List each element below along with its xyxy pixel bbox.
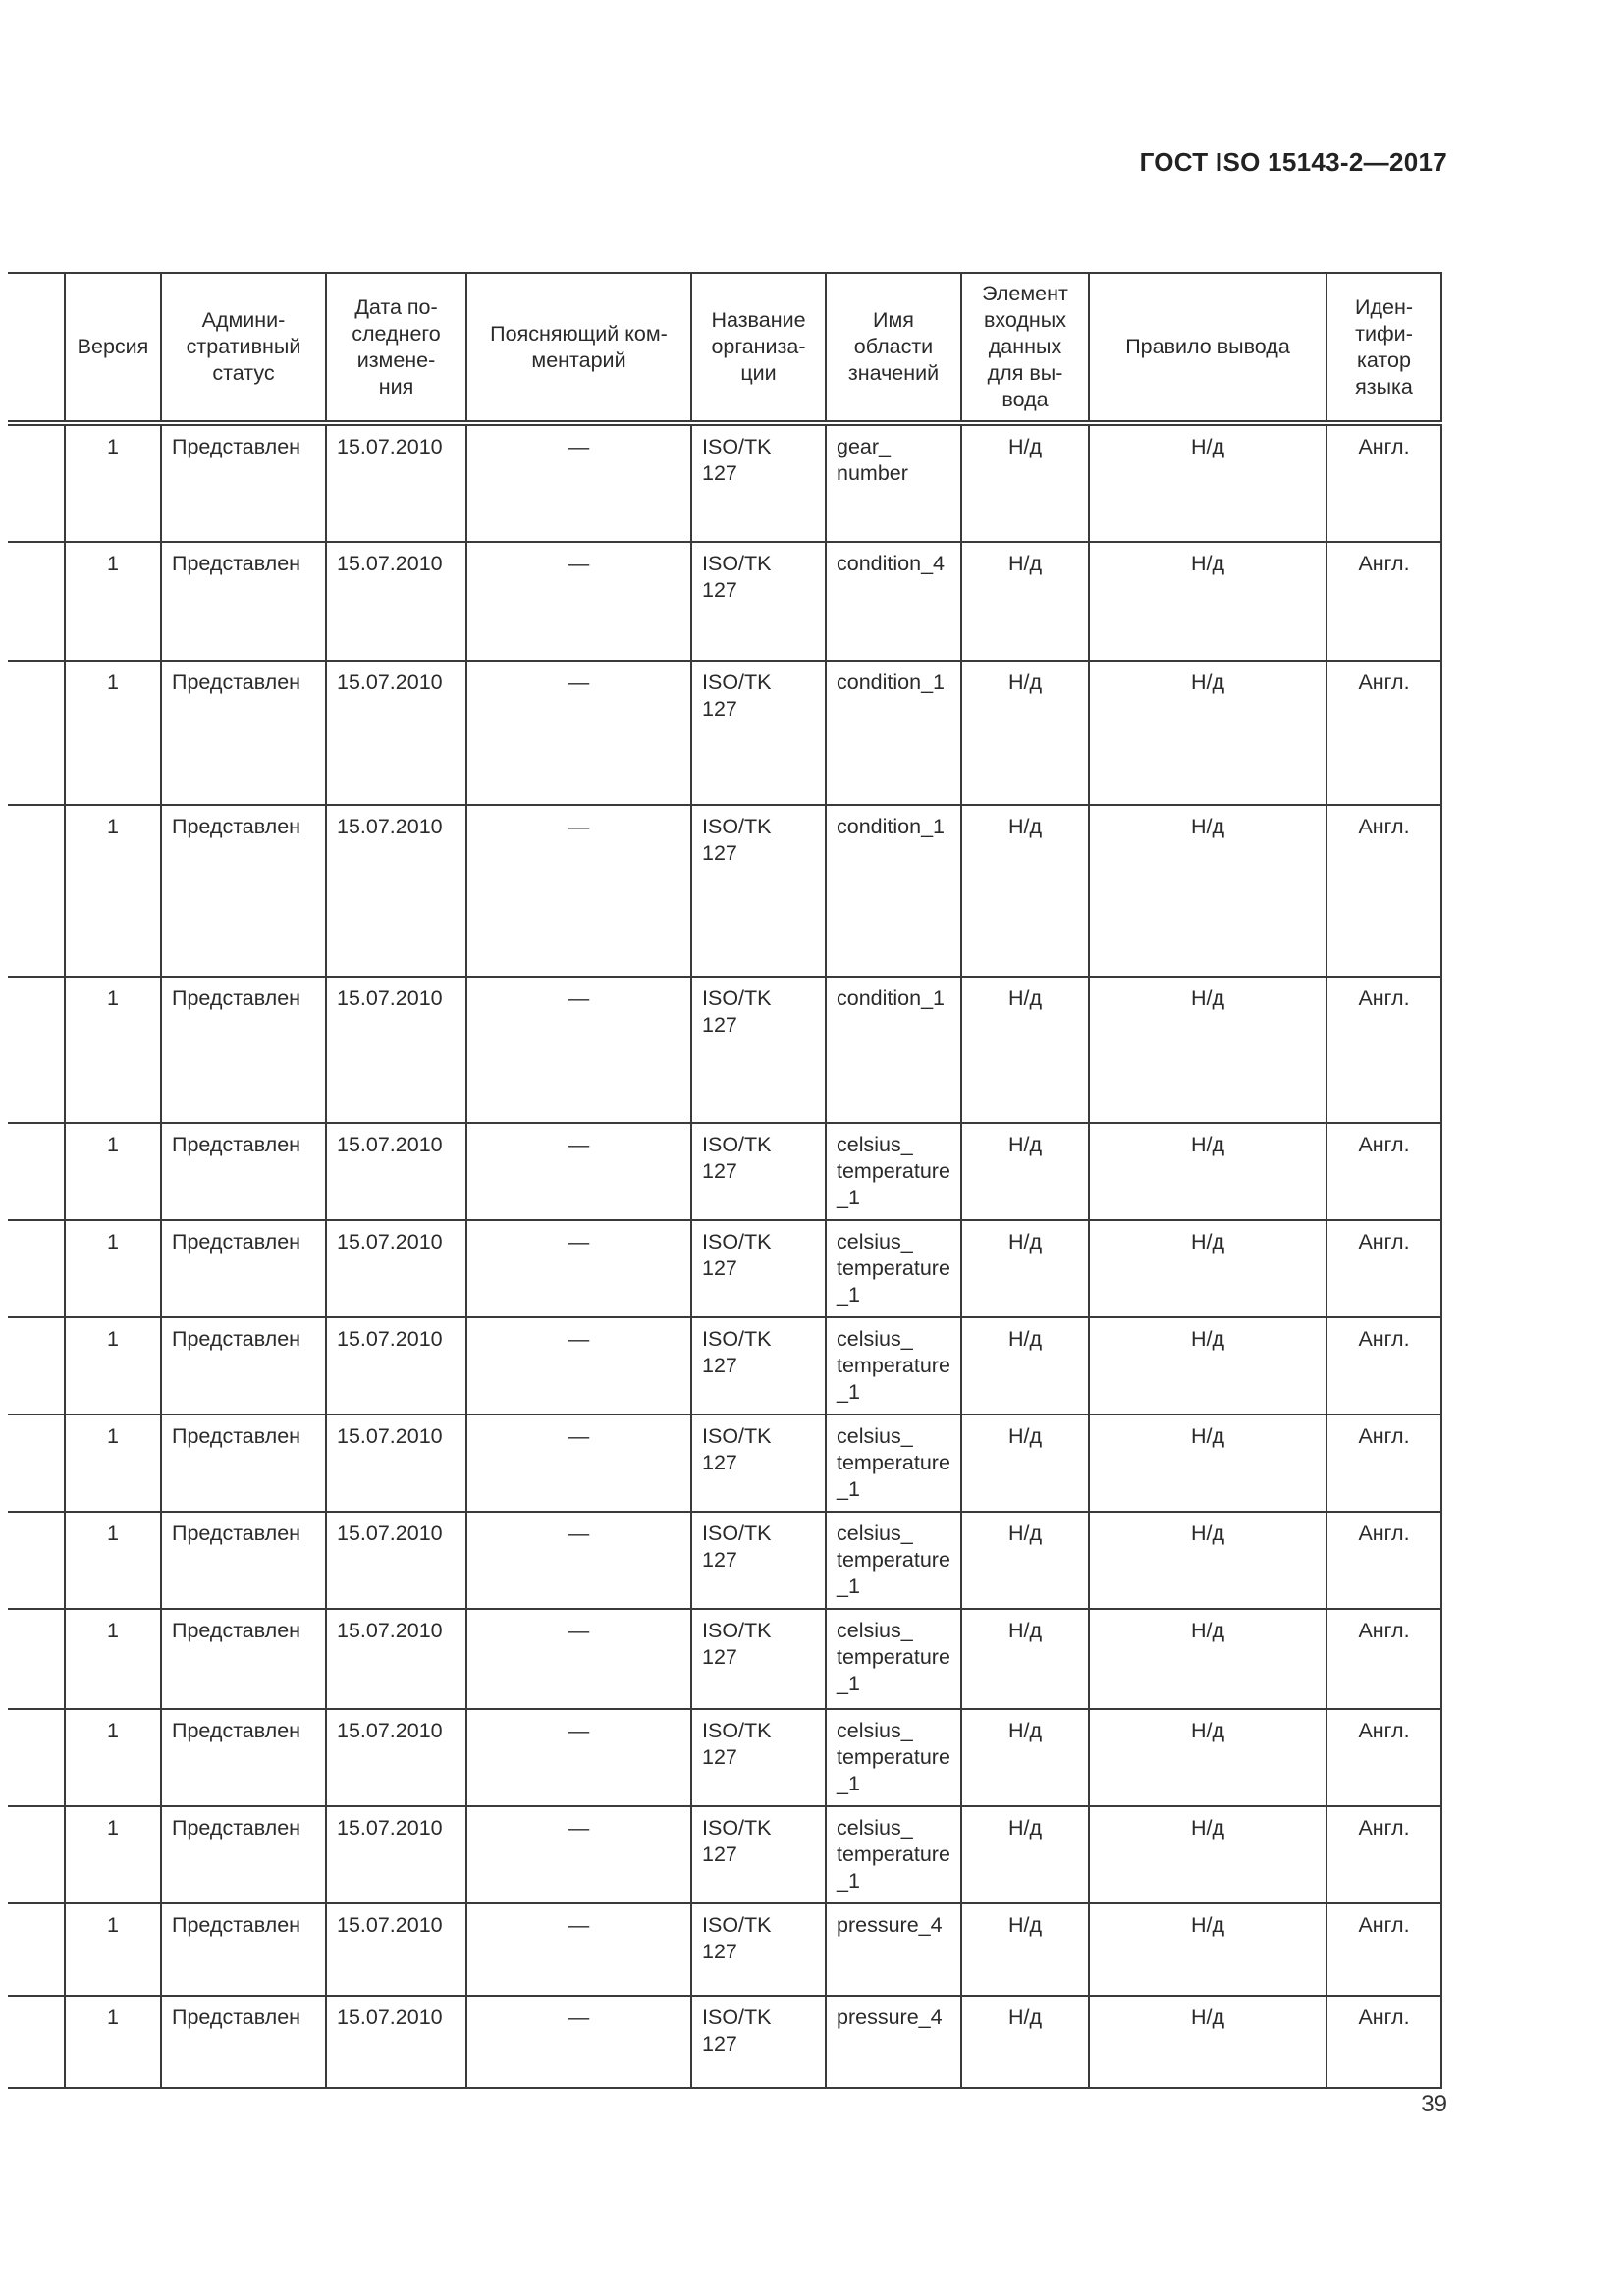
cell-input-element: Н/д xyxy=(961,1709,1089,1806)
row-blank-cell xyxy=(8,1806,65,1903)
cell-organization: ISO/TK 127 xyxy=(691,977,826,1123)
cell-date: 15.07.2010 xyxy=(326,1996,466,2088)
cell-language-id: Англ. xyxy=(1326,661,1441,805)
row-blank-cell xyxy=(8,1415,65,1512)
cell-version: 1 xyxy=(65,1806,161,1903)
cell-admin-status: Представлен xyxy=(161,977,326,1123)
cell-language-id: Англ. xyxy=(1326,805,1441,977)
cell-version: 1 xyxy=(65,661,161,805)
header-last-change-date: Дата по- следнего измене- ния xyxy=(326,273,466,423)
cell-derivation-rule: Н/д xyxy=(1089,1123,1326,1220)
cell-comment: — xyxy=(466,1512,691,1609)
cell-organization: ISO/TK 127 xyxy=(691,1123,826,1220)
cell-admin-status: Представлен xyxy=(161,1996,326,2088)
cell-organization: ISO/TK 127 xyxy=(691,661,826,805)
cell-value-domain: celsius_ temperature _1 xyxy=(826,1415,961,1512)
cell-date: 15.07.2010 xyxy=(326,661,466,805)
cell-comment: — xyxy=(466,1996,691,2088)
cell-admin-status: Представлен xyxy=(161,1512,326,1609)
cell-derivation-rule: Н/д xyxy=(1089,1415,1326,1512)
cell-input-element: Н/д xyxy=(961,977,1089,1123)
cell-date: 15.07.2010 xyxy=(326,542,466,661)
cell-input-element: Н/д xyxy=(961,1512,1089,1609)
row-blank-cell xyxy=(8,1609,65,1709)
cell-date: 15.07.2010 xyxy=(326,977,466,1123)
cell-input-element: Н/д xyxy=(961,1415,1089,1512)
header-input-element: Элемент входных данных для вы- вода xyxy=(961,273,1089,423)
cell-value-domain: celsius_ temperature _1 xyxy=(826,1123,961,1220)
cell-date: 15.07.2010 xyxy=(326,805,466,977)
table-row xyxy=(8,423,1441,542)
table-row xyxy=(8,1220,1441,1317)
cell-organization: ISO/TK 127 xyxy=(691,542,826,661)
cell-input-element: Н/д xyxy=(961,423,1089,542)
table-header-row xyxy=(8,273,1441,423)
cell-organization: ISO/TK 127 xyxy=(691,1806,826,1903)
cell-derivation-rule: Н/д xyxy=(1089,423,1326,542)
cell-admin-status: Представлен xyxy=(161,1220,326,1317)
table-row xyxy=(8,1512,1441,1609)
cell-input-element: Н/д xyxy=(961,661,1089,805)
cell-version: 1 xyxy=(65,1996,161,2088)
cell-admin-status: Представлен xyxy=(161,1806,326,1903)
cell-comment: — xyxy=(466,1415,691,1512)
row-blank-cell xyxy=(8,1220,65,1317)
row-blank-cell xyxy=(8,977,65,1123)
cell-admin-status: Представлен xyxy=(161,542,326,661)
cell-version: 1 xyxy=(65,423,161,542)
cell-version: 1 xyxy=(65,1512,161,1609)
cell-value-domain: celsius_ temperature _1 xyxy=(826,1609,961,1709)
cell-derivation-rule: Н/д xyxy=(1089,1903,1326,1996)
cell-admin-status: Представлен xyxy=(161,1903,326,1996)
data-table xyxy=(8,272,1442,2089)
cell-derivation-rule: Н/д xyxy=(1089,1220,1326,1317)
cell-date: 15.07.2010 xyxy=(326,1317,466,1415)
cell-version: 1 xyxy=(65,542,161,661)
cell-admin-status: Представлен xyxy=(161,805,326,977)
table-row xyxy=(8,1903,1441,1996)
row-blank-cell xyxy=(8,1123,65,1220)
cell-input-element: Н/д xyxy=(961,1317,1089,1415)
cell-date: 15.07.2010 xyxy=(326,423,466,542)
cell-organization: ISO/TK 127 xyxy=(691,1415,826,1512)
cell-date: 15.07.2010 xyxy=(326,1220,466,1317)
cell-value-domain: celsius_ temperature _1 xyxy=(826,1317,961,1415)
cell-admin-status: Представлен xyxy=(161,1317,326,1415)
cell-language-id: Англ. xyxy=(1326,1123,1441,1220)
cell-language-id: Англ. xyxy=(1326,1415,1441,1512)
row-blank-cell xyxy=(8,423,65,542)
header-comment: Поясняющий ком- ментарий xyxy=(466,273,691,423)
cell-comment: — xyxy=(466,423,691,542)
cell-language-id: Англ. xyxy=(1326,1512,1441,1609)
cell-organization: ISO/TK 127 xyxy=(691,1903,826,1996)
cell-admin-status: Представлен xyxy=(161,1415,326,1512)
cell-version: 1 xyxy=(65,1123,161,1220)
row-blank-cell xyxy=(8,1996,65,2088)
table-row xyxy=(8,977,1441,1123)
cell-value-domain: condition_1 xyxy=(826,661,961,805)
cell-version: 1 xyxy=(65,1709,161,1806)
table-row xyxy=(8,1317,1441,1415)
cell-derivation-rule: Н/д xyxy=(1089,1317,1326,1415)
cell-comment: — xyxy=(466,1123,691,1220)
cell-derivation-rule: Н/д xyxy=(1089,661,1326,805)
cell-version: 1 xyxy=(65,1903,161,1996)
cell-organization: ISO/TK 127 xyxy=(691,1709,826,1806)
cell-comment: — xyxy=(466,1709,691,1806)
cell-value-domain: celsius_ temperature _1 xyxy=(826,1709,961,1806)
row-blank-cell xyxy=(8,542,65,661)
cell-input-element: Н/д xyxy=(961,1609,1089,1709)
document-code: ГОСТ ISO 15143-2—2017 xyxy=(1139,147,1447,177)
cell-derivation-rule: Н/д xyxy=(1089,1709,1326,1806)
cell-date: 15.07.2010 xyxy=(326,1415,466,1512)
cell-language-id: Англ. xyxy=(1326,1806,1441,1903)
cell-input-element: Н/д xyxy=(961,1996,1089,2088)
table-row xyxy=(8,542,1441,661)
table-row xyxy=(8,1609,1441,1709)
cell-date: 15.07.2010 xyxy=(326,1806,466,1903)
cell-comment: — xyxy=(466,661,691,805)
cell-organization: ISO/TK 127 xyxy=(691,1996,826,2088)
cell-value-domain: celsius_ temperature _1 xyxy=(826,1220,961,1317)
cell-derivation-rule: Н/д xyxy=(1089,977,1326,1123)
cell-language-id: Англ. xyxy=(1326,1996,1441,2088)
cell-input-element: Н/д xyxy=(961,1903,1089,1996)
cell-organization: ISO/TK 127 xyxy=(691,1609,826,1709)
cell-comment: — xyxy=(466,977,691,1123)
table-row xyxy=(8,661,1441,805)
cell-value-domain: condition_1 xyxy=(826,977,961,1123)
cell-value-domain: celsius_ temperature _1 xyxy=(826,1806,961,1903)
cell-input-element: Н/д xyxy=(961,805,1089,977)
header-value-domain: Имя области значений xyxy=(826,273,961,423)
table-body xyxy=(8,423,1441,2088)
cell-admin-status: Представлен xyxy=(161,1709,326,1806)
cell-date: 15.07.2010 xyxy=(326,1609,466,1709)
cell-version: 1 xyxy=(65,977,161,1123)
cell-derivation-rule: Н/д xyxy=(1089,805,1326,977)
cell-input-element: Н/д xyxy=(961,1123,1089,1220)
cell-derivation-rule: Н/д xyxy=(1089,1806,1326,1903)
cell-comment: — xyxy=(466,1806,691,1903)
cell-admin-status: Представлен xyxy=(161,661,326,805)
cell-admin-status: Представлен xyxy=(161,1609,326,1709)
cell-language-id: Англ. xyxy=(1326,1220,1441,1317)
cell-version: 1 xyxy=(65,1220,161,1317)
page-number: 39 xyxy=(1421,2091,1447,2117)
header-admin-status: Админи- стративный статус xyxy=(161,273,326,423)
cell-comment: — xyxy=(466,1609,691,1709)
cell-date: 15.07.2010 xyxy=(326,1123,466,1220)
header-blank-cell xyxy=(8,273,65,423)
table-row xyxy=(8,1123,1441,1220)
row-blank-cell xyxy=(8,1903,65,1996)
cell-language-id: Англ. xyxy=(1326,1709,1441,1806)
cell-organization: ISO/TK 127 xyxy=(691,1512,826,1609)
cell-date: 15.07.2010 xyxy=(326,1709,466,1806)
cell-language-id: Англ. xyxy=(1326,423,1441,542)
cell-input-element: Н/д xyxy=(961,1220,1089,1317)
cell-derivation-rule: Н/д xyxy=(1089,1512,1326,1609)
header-derivation-rule: Правило вывода xyxy=(1089,273,1326,423)
cell-derivation-rule: Н/д xyxy=(1089,1609,1326,1709)
cell-admin-status: Представлен xyxy=(161,1123,326,1220)
cell-language-id: Англ. xyxy=(1326,977,1441,1123)
cell-admin-status: Представлен xyxy=(161,423,326,542)
cell-value-domain: pressure_4 xyxy=(826,1996,961,2088)
cell-organization: ISO/TK 127 xyxy=(691,805,826,977)
cell-organization: ISO/TK 127 xyxy=(691,423,826,542)
row-blank-cell xyxy=(8,805,65,977)
cell-date: 15.07.2010 xyxy=(326,1512,466,1609)
cell-value-domain: gear_ number xyxy=(826,423,961,542)
cell-language-id: Англ. xyxy=(1326,1609,1441,1709)
row-blank-cell xyxy=(8,661,65,805)
cell-organization: ISO/TK 127 xyxy=(691,1317,826,1415)
cell-value-domain: condition_4 xyxy=(826,542,961,661)
cell-version: 1 xyxy=(65,1415,161,1512)
header-language-id: Иден- тифи- катор языка xyxy=(1326,273,1441,423)
cell-date: 15.07.2010 xyxy=(326,1903,466,1996)
cell-language-id: Англ. xyxy=(1326,1903,1441,1996)
cell-derivation-rule: Н/д xyxy=(1089,542,1326,661)
table-row xyxy=(8,1996,1441,2088)
cell-organization: ISO/TK 127 xyxy=(691,1220,826,1317)
cell-comment: — xyxy=(466,1317,691,1415)
cell-comment: — xyxy=(466,542,691,661)
table-row xyxy=(8,805,1441,977)
header-version: Версия xyxy=(65,273,161,423)
cell-comment: — xyxy=(466,1220,691,1317)
row-blank-cell xyxy=(8,1709,65,1806)
table-row xyxy=(8,1415,1441,1512)
cell-value-domain: celsius_ temperature _1 xyxy=(826,1512,961,1609)
cell-comment: — xyxy=(466,805,691,977)
cell-value-domain: condition_1 xyxy=(826,805,961,977)
cell-version: 1 xyxy=(65,1317,161,1415)
cell-derivation-rule: Н/д xyxy=(1089,1996,1326,2088)
cell-language-id: Англ. xyxy=(1326,1317,1441,1415)
header-organization: Название организа- ции xyxy=(691,273,826,423)
cell-version: 1 xyxy=(65,805,161,977)
table-row xyxy=(8,1806,1441,1903)
cell-comment: — xyxy=(466,1903,691,1996)
cell-version: 1 xyxy=(65,1609,161,1709)
cell-input-element: Н/д xyxy=(961,542,1089,661)
table-row xyxy=(8,1709,1441,1806)
row-blank-cell xyxy=(8,1512,65,1609)
cell-input-element: Н/д xyxy=(961,1806,1089,1903)
cell-language-id: Англ. xyxy=(1326,542,1441,661)
cell-value-domain: pressure_4 xyxy=(826,1903,961,1996)
row-blank-cell xyxy=(8,1317,65,1415)
